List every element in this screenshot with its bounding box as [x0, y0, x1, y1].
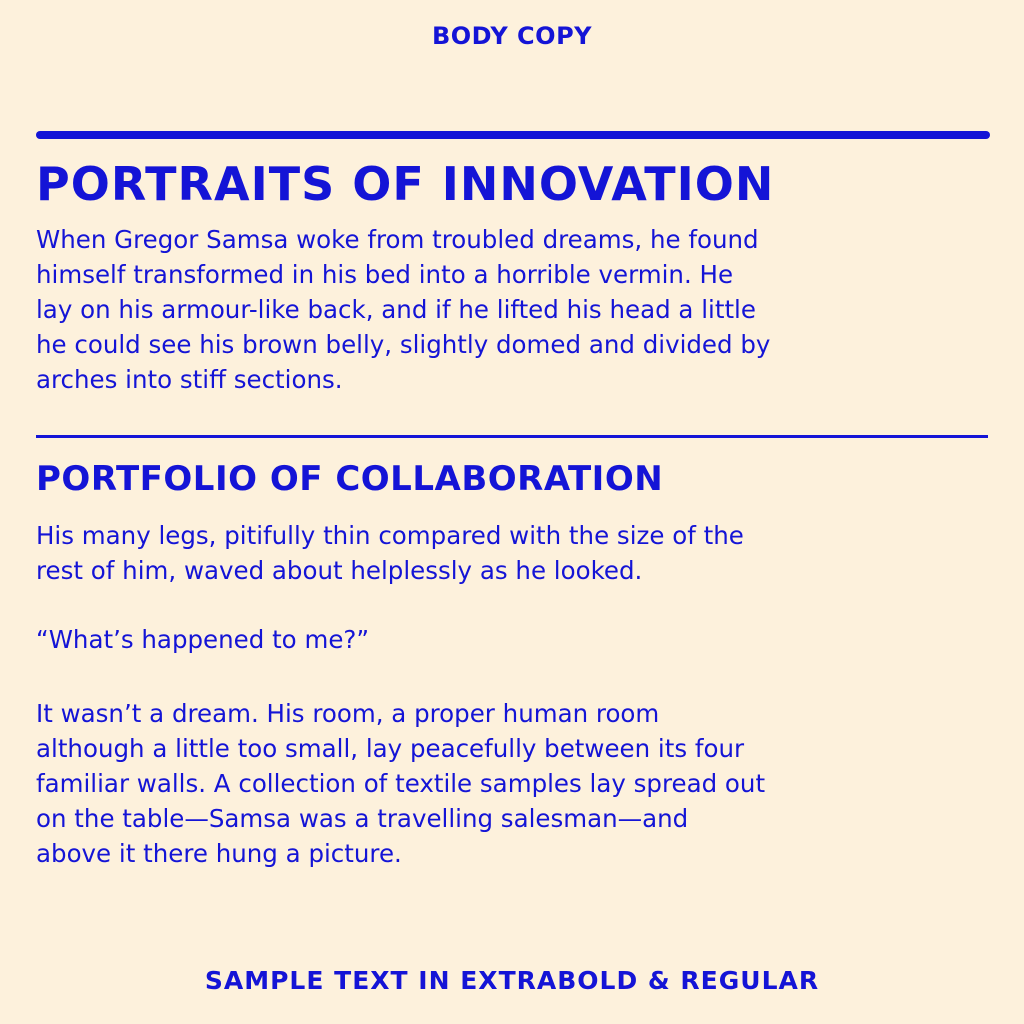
paragraph-line: he could see his brown belly, slightly domed and divided by: [36, 330, 771, 359]
footer-label: SAMPLE TEXT IN EXTRABOLD & REGULAR: [204, 966, 820, 995]
section-1-paragraph: [36, 222, 986, 397]
quote-line: “What’s happened to me?”: [36, 625, 370, 654]
section-2-heading: PORTFOLIO OF COLLABORATION: [36, 459, 664, 499]
paragraph-line: himself transformed in his bed into a horrible vermin. He: [36, 260, 734, 289]
paragraph-line: rest of him, waved about helplessly as he looked.: [36, 556, 643, 585]
paragraph-line: It wasn’t a dream. His room, a proper human room: [36, 699, 660, 728]
section-2-paragraph-1: [36, 518, 986, 588]
section-2-quote: [36, 622, 986, 657]
paragraph-line: on the table—Samsa was a travelling salesman—and: [36, 804, 689, 833]
paragraph-line: above it there hung a picture.: [36, 839, 402, 868]
section-1-heading: PORTRAITS OF INNOVATION: [36, 157, 775, 211]
thick-divider: [36, 131, 990, 139]
paragraph-line: lay on his armour-like back, and if he lifted his head a little: [36, 295, 756, 324]
thin-divider: [36, 435, 988, 438]
paragraph-line: although a little too small, lay peacefully between its four: [36, 734, 745, 763]
paragraph-line: familiar walls. A collection of textile samples lay spread out: [36, 769, 766, 798]
paragraph-line: When Gregor Samsa woke from troubled dreams, he found: [36, 225, 759, 254]
section-2-paragraph-2: [36, 696, 986, 871]
paragraph-line: arches into stiff sections.: [36, 365, 343, 394]
paragraph-line: His many legs, pitifully thin compared with the size of the: [36, 521, 744, 550]
header-label: BODY COPY: [431, 22, 593, 50]
